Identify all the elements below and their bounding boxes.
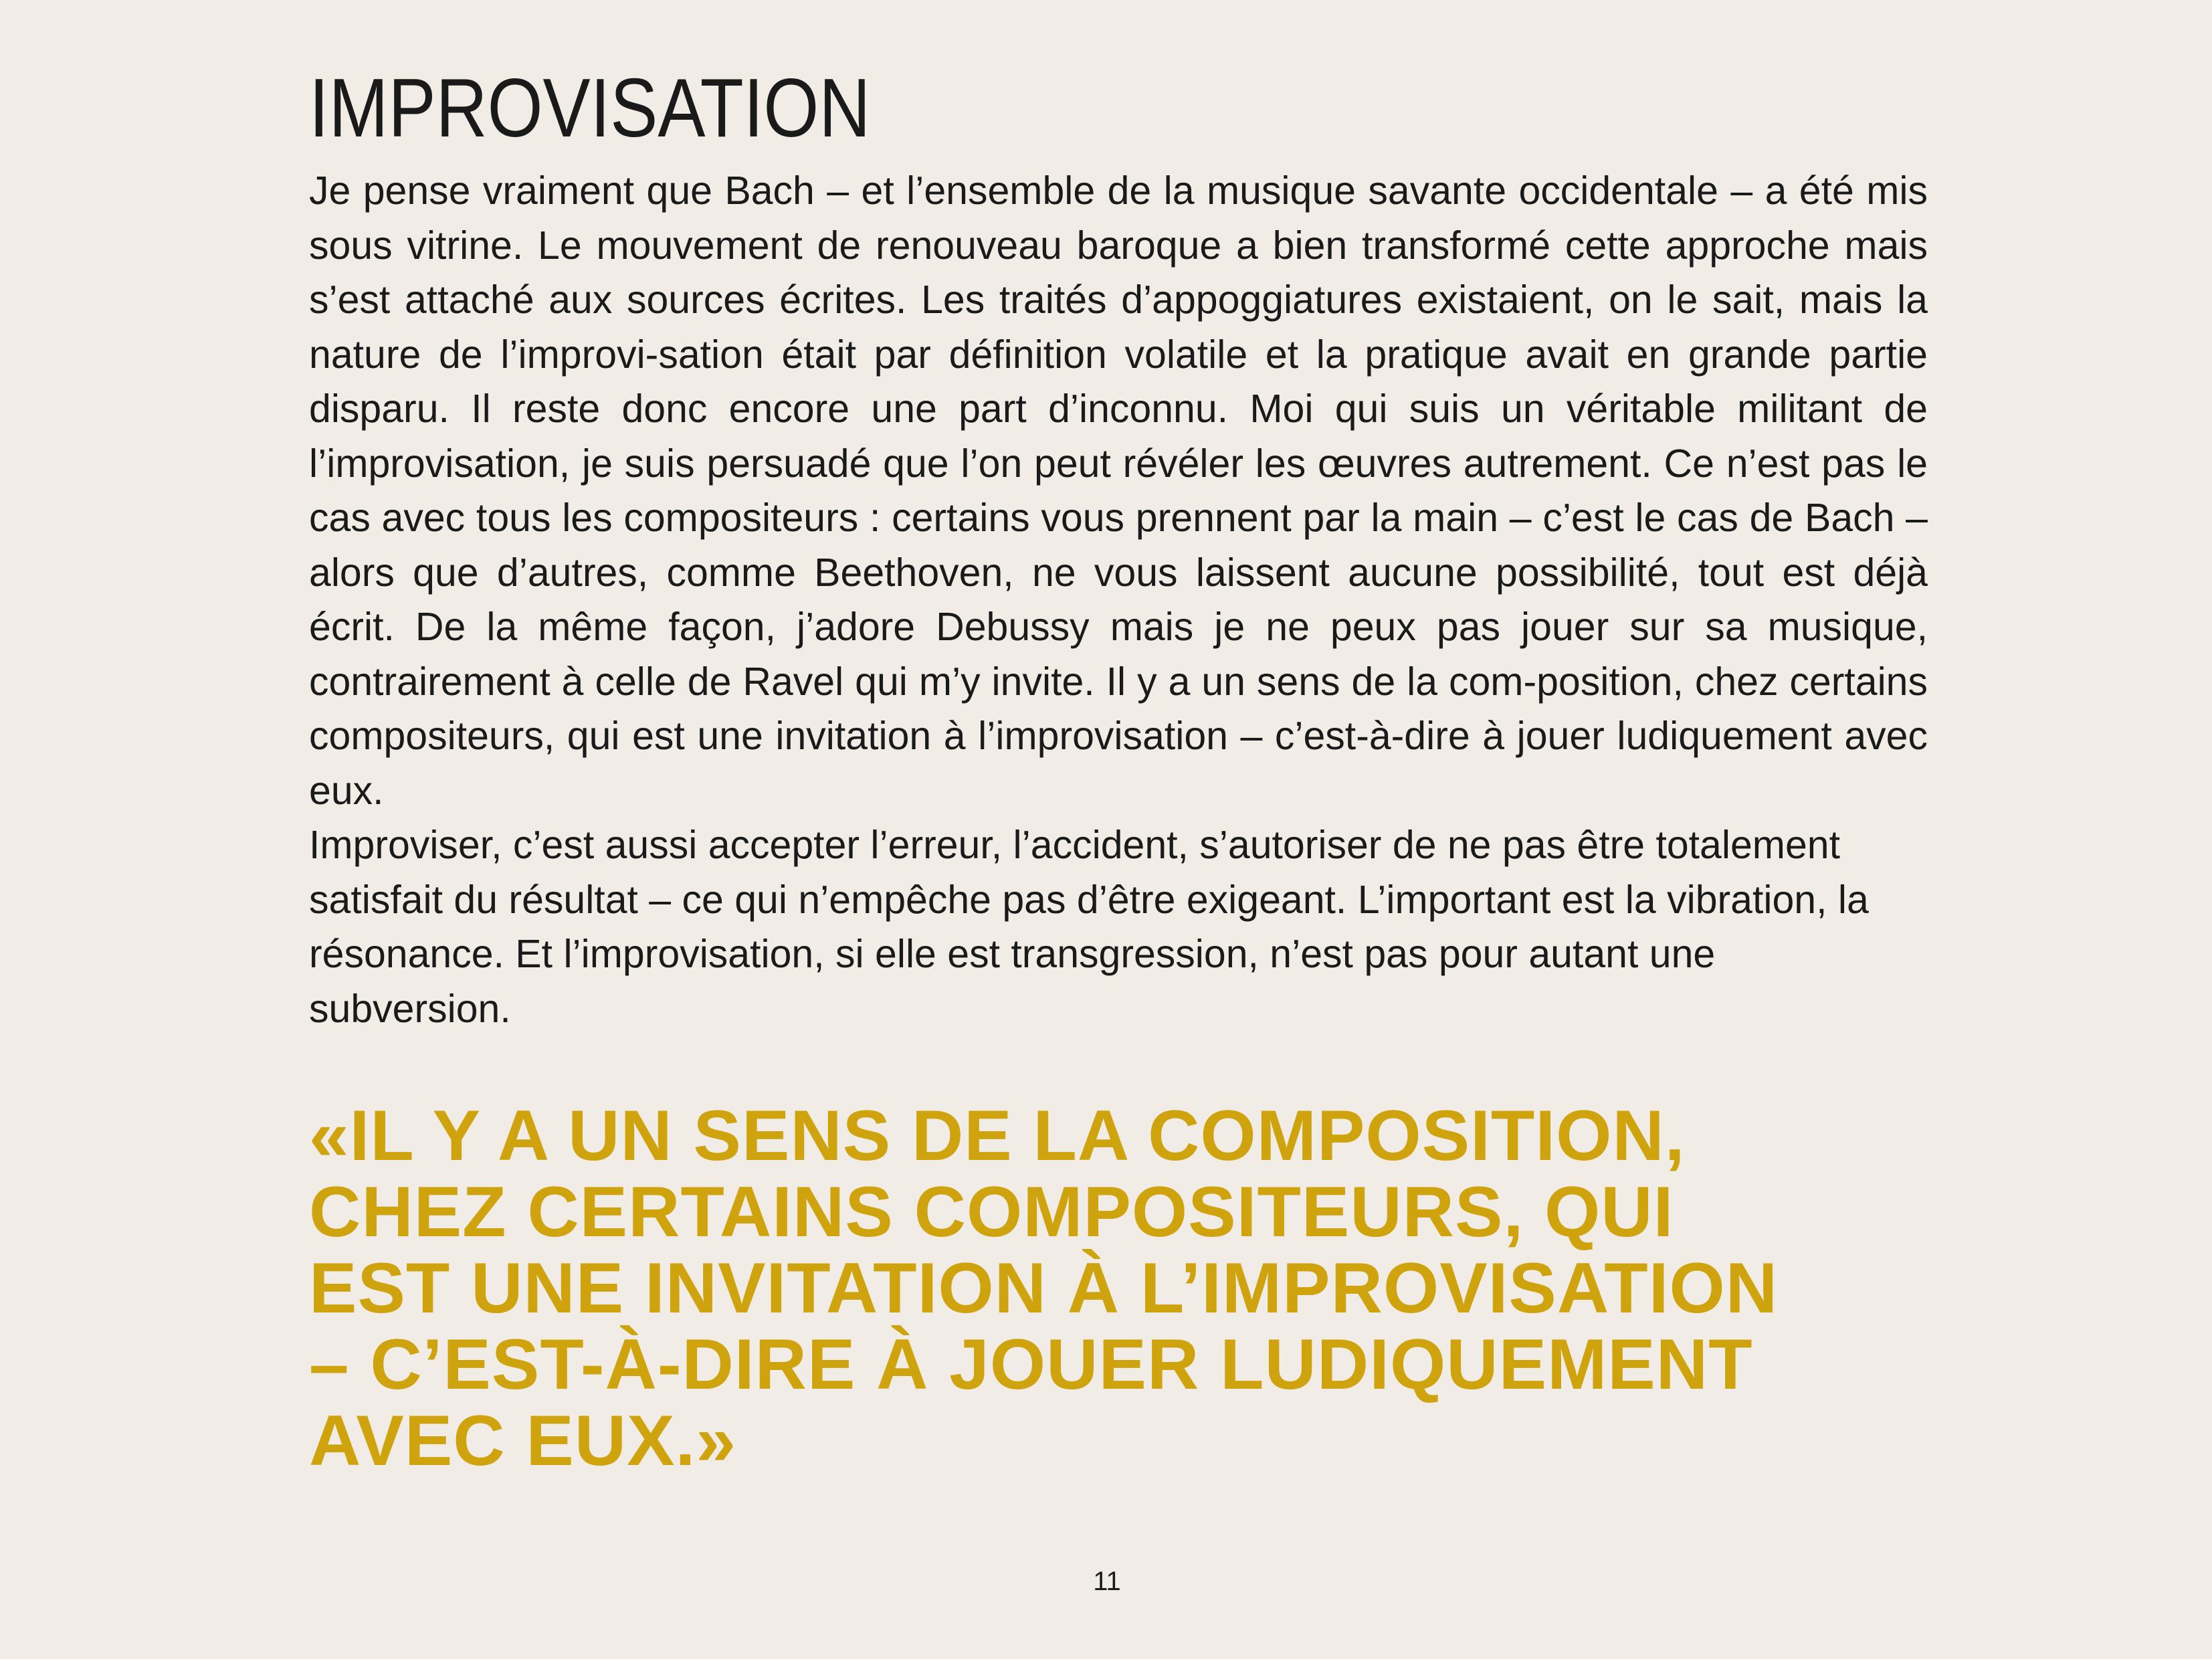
page-number-text: 11 [1093,1567,1121,1596]
pull-quote-line: EST UNE INVITATION À L’IMPROVISATION [309,1248,1779,1328]
document-page [309,0,1928,1659]
body-paragraph: Improviser, c’est aussi accepter l’erreur, l’accident, s’autoriser de ne pas être totalement satisfait du résultat – ce qui n’empêche pas d’être exigeant. L’important est la vibration, la résonance. Et l’improvisation, si elle est transgression, n’est pas pour autant une subversion. [309,823,1869,1031]
pull-quote-line: – C’EST-À-DIRE À JOUER LUDIQUEMENT [309,1324,1753,1404]
pull-quote-line: CHEZ CERTAINS COMPOSITEURS, QUI [309,1171,1674,1252]
body-paragraph: Je pense vraiment que Bach – et l’ensemble de la musique savante occidentale – a été mis sous vitrine. Le mouvement de renouveau baroque a bien transformé cette approche mais s’est attaché aux sources écrites. Les traités d’appoggiatures existaient, on le sait, mais la nature de l’improvi-sation était par définition volatile et la pratique avait en grande partie disparu. Il reste donc encore une part d’inconnu. Moi qui suis un véritable militant de l’improvisation, je suis persuadé que l’on peut révéler les œuvres autrement. Ce n’est pas le cas avec tous les compositeurs : certains vous prennent par la main – c’est le cas de Bach – alors que d’autres, comme Beethoven, ne vous laissent aucune possibilité, tout est déjà écrit. De la même façon, j’adore Debussy mais je ne peux pas jouer sur sa musique, contrairement à celle de Ravel qui m’y invite. Il y a un sens de la com-position, chez certains compositeurs, qui est une invitation à l’improvisation – c’est-à-dire à jouer ludiquement avec eux. [309,169,1928,813]
pull-quote-line: AVEC EUX.» [309,1400,736,1480]
pull-quote-line: «IL Y A UN SENS DE LA COMPOSITION, [309,1095,1686,1175]
section-title: IMPROVISATION [309,62,871,155]
article-body [309,164,1928,1036]
pull-quote [309,1097,1941,1478]
